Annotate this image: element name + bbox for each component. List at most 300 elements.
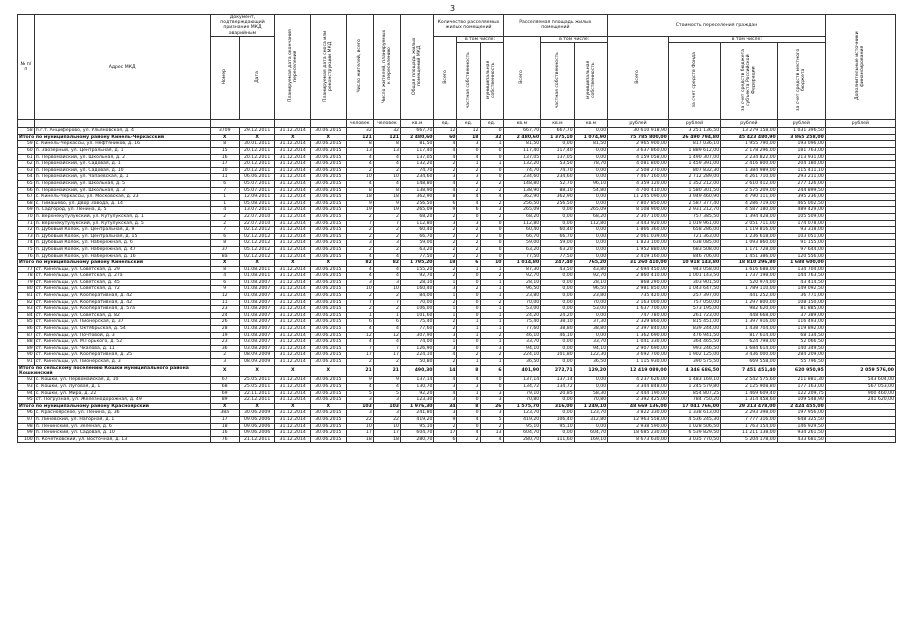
table-cell: 0 [480,240,503,247]
subtotal-cell: 103 [346,403,373,410]
table-cell: 2 860 410,00 [608,273,669,280]
table-cell: 1 [434,293,457,300]
table-cell: 2 419 160,00 [608,253,669,260]
table-cell: 2 508 270,00 [608,167,669,174]
table-cell: 140 349,50 [777,345,825,352]
table-cell: 66,70 [503,233,541,240]
table-cell: 4 [480,194,503,201]
table-cell: 25.05.2011 [239,384,275,391]
table-cell: 70,00 [503,299,541,306]
table-cell: 146 929,50 [777,423,825,430]
table-cell: 667,70 [503,128,541,135]
table-cell: 2 712 289,00 [668,174,720,181]
table-cell: 50,80 [400,359,433,366]
col-document: Документ, подтверждающий признание МКД аварийным [210,15,275,37]
table-cell: 134,72 [503,384,541,391]
table-cell: 6 [210,233,239,240]
table-cell: 234,60 [541,174,574,181]
table-cell: 103 051,00 [777,233,825,240]
table-cell: 193 096,00 [777,141,825,148]
table-cell: 256,50 [400,200,433,207]
table-cell: 119 892,00 [777,326,825,333]
address-cell: п. Дубовый Колок, ул. Центральная, д. 9 [34,227,210,234]
table-cell: 0,00 [574,174,608,181]
table-cell: 10 [373,174,400,181]
table-cell: 77,60 [503,326,541,333]
table-cell: 0,00 [541,306,574,313]
table-cell: 257 397,00 [668,293,720,300]
table-cell: 96,50 [503,286,541,293]
table-cell: 8 [373,141,400,148]
table-cell: 75,40 [503,319,541,326]
col-rooms-group: Количество расселяемых жилых помещений [434,15,503,37]
table-cell: 73 [18,233,35,240]
subtotal-label: Итого по муниципальному району Красноярский [18,403,211,410]
table-cell: 4 [373,266,400,273]
address-cell: п. Первомайский, ул. Школьная, д. 5 [34,180,210,187]
address-cell: п. Первомайский, ул. Школьная, д. 3 [34,187,210,194]
table-cell: 31.12.2014 [275,154,311,161]
table-cell: 71 [18,220,35,227]
table-row [18,306,896,313]
table-row [18,174,896,181]
unit-cell: ед. [434,120,457,128]
table-cell: 573 195,00 [668,306,720,313]
table-cell: 80 [18,286,35,293]
table-cell: 116 493,00 [777,319,825,326]
address-cell: ст. Кинельцы, ул. Советская, д. 29 [34,266,210,273]
table-cell: 2 [434,240,457,247]
table-cell: 4 [346,273,373,280]
subtotal-cell: 1 074,90 [574,134,608,141]
table-cell: 30.06.2015 [311,174,347,181]
table-cell: 2 397 840,00 [608,326,669,333]
table-cell: 2 [457,167,480,174]
table-cell: 81 [18,293,35,300]
table-cell: 91 155,00 [777,240,825,247]
table-row [18,273,896,280]
table-cell: 31.12.2014 [275,187,311,194]
subtotal-cell: 2 424 455,00 [777,403,825,410]
table-cell: 30.06.2015 [311,194,347,201]
table-cell: 1 [480,141,503,148]
table-cell: 1 [457,326,480,333]
table-cell: 30.06.2015 [311,253,347,260]
table-cell: 30.06.2015 [311,339,347,346]
table-cell: 2 051 711,00 [721,220,778,227]
table-cell: 224,10 [503,352,541,359]
subtotal-cell: 247,40 [541,260,574,267]
table-row [18,377,896,384]
table-cell: 36,50 [503,359,541,366]
table-cell: 0,00 [574,246,608,253]
table-row [18,359,896,366]
table-row [18,141,896,148]
table-cell: 3 251 136,50 [668,128,720,135]
table-cell: 10 [210,167,239,174]
table-cell: 2 [480,332,503,339]
col-doc-date: Дата [239,36,275,119]
table-cell: 638 085,00 [668,240,720,247]
table-cell: 38,80 [574,326,608,333]
address-cell: п. Верхнекутулукский, ул. Кутулукская, д. 5 [34,220,210,227]
table-cell: 20.12.2011 [239,167,275,174]
table-cell: 0,00 [574,167,608,174]
table-cell: 01.08.2007 [239,299,275,306]
address-cell: с. Кошки, ул. Первомайская, д. 10 [34,377,210,384]
table-body [18,128,896,443]
table-cell: 735 420,00 [608,293,669,300]
address-cell: п. Верхнекутулукский, ул. Кутулукская, д. 1 [34,213,210,220]
table-cell: 31.12.2014 [275,326,311,333]
table-cell: 82 [18,299,35,306]
col-cost-local: за счет средств местного бюджета [777,43,825,120]
address-cell: п. Первомайский, ул. Чапаевская, д. 1 [34,174,210,181]
table-cell: 67 [210,377,239,384]
table-cell: 4 [346,180,373,187]
table-cell [825,416,895,423]
table-cell: 69 [210,390,239,397]
table-cell: 17 [373,430,400,437]
table-cell: 59,00 [541,240,574,247]
table-cell: 88,10 [541,187,574,194]
table-cell: 1 483 169,10 [668,377,720,384]
table-cell: 30.06.2015 [311,220,347,227]
subtotal-cell: X [275,134,311,141]
subtotal-cell: 620 950,95 [777,365,825,377]
table-cell: 8 [210,141,239,148]
table-cell: 31.12.2014 [275,227,311,234]
table-cell [825,312,895,319]
table-cell: 0,00 [574,194,608,201]
table-cell [825,286,895,293]
subtotal-cell: 121 [346,134,373,141]
table-cell: 0,00 [574,148,608,155]
table-row [18,410,896,417]
table-cell: 1 171 728,00 [721,246,778,253]
table-cell [825,220,895,227]
table-cell: 2 [480,352,503,359]
table-cell: 0,00 [574,423,608,430]
table-cell: 0,00 [541,213,574,220]
table-cell [825,128,895,135]
table-cell: 18 [373,436,400,443]
table-cell: 817 036,10 [668,141,720,148]
table-cell: 2 [434,299,457,306]
table-cell: 181 763,00 [777,148,825,155]
table-cell: 1 [434,306,457,313]
table-cell: 0 [457,339,480,346]
table-cell: 2 938 590,00 [608,423,669,430]
table-cell: 100 [18,436,35,443]
table-cell: 78,70 [574,161,608,168]
table-cell: 0,00 [574,128,608,135]
table-cell: 1 [373,312,400,319]
table-cell: 2 [457,233,480,240]
table-cell: 30.06.2015 [311,430,347,437]
table-cell: 2 [480,213,503,220]
table-cell: 70,00 [574,299,608,306]
table-cell: 1 031 396,50 [777,128,825,135]
table-cell: 12 [434,128,457,135]
table-cell: 30.06.2015 [311,148,347,155]
col-extra-sources: Дополнительные источники финансирования [825,15,895,120]
table-cell: 1 397 916,00 [721,319,778,326]
table-cell: 0,00 [574,253,608,260]
table-cell: 2 293 398,00 [721,410,778,417]
table-cell: 79 [18,279,35,286]
table-row [18,332,896,339]
table-cell: 31.12.2014 [275,220,311,227]
table-cell: 854 807,25 [668,390,720,397]
table-cell: 1 763 154,00 [721,423,778,430]
page-number: 3 [449,4,456,13]
table-cell: 70,80 [503,397,541,404]
table-cell: 30.06.2015 [311,423,347,430]
table-cell: 362,90 [400,194,433,201]
table-cell: 1 [434,339,457,346]
address-cell: п.г.т. Анциферово, ул. Ульяновская, д. 4 [34,128,210,135]
table-row [18,293,896,300]
table-cell: 08.09.2009 [239,352,275,359]
table-cell: 7 [210,187,239,194]
table-cell: 4 587 180,00 [721,207,778,214]
subtotal-cell: X [311,365,347,377]
subtotal-cell: 3 865 258,00 [777,134,825,141]
table-cell: 02.12.2012 [239,227,275,234]
table-cell: 19 [346,207,373,214]
table-cell: 38а [210,410,239,417]
table-cell: 846 706,00 [668,253,720,260]
address-cell: п. Дубовый Колок, ул. Набережная, д. 47 [34,246,210,253]
table-cell: 38,80 [541,326,574,333]
table-cell: 01.08.2007 [239,293,275,300]
table-cell: 30.06.2015 [311,246,347,253]
table-cell: 1 684 614,00 [721,345,778,352]
col-area-total: Общая площадь жилых помещений МКД [400,15,433,120]
unit-cell: человек [373,120,400,128]
table-cell: 0,00 [574,332,608,339]
table-cell: 18 [373,194,400,201]
table-cell: 3 [434,174,457,181]
address-cell: п. Линёвский, ул. Нагорная, д. 1 [34,416,210,423]
table-row [18,207,896,214]
table-cell: 2 061 039,00 [608,233,669,240]
table-cell: 12 [346,332,373,339]
table-cell: 4 [434,148,457,155]
table-cell: 1 580 301,50 [668,187,720,194]
unit-cell: рублей [608,120,669,128]
unit-cell [210,120,275,128]
subtotal-cell: 12 419 089,00 [608,365,669,377]
table-cell: 95 [18,397,35,404]
table-cell: 4 [346,339,373,346]
table-cell: 11 [210,299,239,306]
table-cell: 30.06.2015 [311,286,347,293]
table-cell: 85 [18,319,35,326]
table-row [18,194,896,201]
table-cell: 68,20 [503,213,541,220]
table-cell: 0 [457,293,480,300]
table-cell: 25.05.2011 [239,377,275,384]
subtotal-cell: 490,30 [400,365,433,377]
col-cost-subject: за счет средств бюджета субъекта Российской Федерации [721,43,778,120]
table-cell: 6 [210,180,239,187]
table-cell: 89 [18,345,35,352]
table-cell: 31.12.2014 [275,345,311,352]
address-cell: ст. Кинельцы, ул. М.Горького, д. 52 [34,339,210,346]
table-cell [825,352,895,359]
subtotal-cell: X [311,260,347,267]
subtotal-row [18,260,896,267]
table-cell: 3 [434,345,457,352]
address-cell: с. Кошки, ул. Луговая, д. 1 [34,384,210,391]
col-rooms-private: частная собственность [457,43,480,120]
table-cell: 46,10 [503,332,541,339]
table-cell: 122 209,75 [777,390,825,397]
table-cell [825,306,895,313]
address-cell: ст. Кинельцы, ул. Пионерская, д. 37 [34,319,210,326]
table-cell: 7 [210,227,239,234]
table-row [18,397,896,404]
table-cell: 993 246,50 [668,345,720,352]
table-cell: 4 [373,339,400,346]
address-cell: с. Кинель-Черкассы, ул. Московская, д. 23 [34,194,210,201]
table-cell: 2 [434,246,457,253]
table-cell: 8 [346,187,373,194]
table-cell: 4 [346,253,373,260]
table-cell: 31.12.2014 [275,319,311,326]
table-cell: 54,80 [574,187,608,194]
table-cell: 1 338 613,00 [668,410,720,417]
table-cell: 30.06.2015 [311,299,347,306]
table-cell [825,410,895,417]
col-plan-demolition: Планируемая дата сноса или реконструкции МКД [311,15,347,120]
table-cell: 32 [346,128,373,135]
table-cell: 0 [457,423,480,430]
table-cell: 93 [18,384,35,391]
table-cell: 19 [210,332,239,339]
table-cell: 30.06.2015 [311,200,347,207]
table-cell: 465 002,50 [777,200,825,207]
subtotal-cell: 21 [373,365,400,377]
table-cell: 17 [373,352,400,359]
table-cell: 2 234 822,00 [721,154,778,161]
table-cell: 0,00 [574,377,608,384]
table-cell: 1 [480,286,503,293]
table-cell: 37 [210,246,239,253]
table-cell: 31.12.2014 [275,213,311,220]
table-cell: 09.06.2006 [239,423,275,430]
table-cell: 604,70 [574,430,608,437]
col-area-group: Расселяемая площадь жилых помещений [503,15,608,37]
table-cell: 433 681,50 [777,436,825,443]
table-cell: 868 290,00 [608,279,669,286]
table-cell: 95,10 [503,423,541,430]
table-cell: 123,70 [574,410,608,417]
address-cell: ст. Кинельцы, ул. Кооперативная, д. 42 [34,299,210,306]
table-cell: 18 [210,423,239,430]
table-cell: 12 [373,332,400,339]
col-cost-incl: в том числе: [668,36,825,42]
table-cell: 2 981 850,00 [608,286,669,293]
table-cell: 17 [346,430,373,437]
table-cell: 211 881,30 [777,377,825,384]
subtotal-cell: X [275,365,311,377]
subtotal-cell: 1 976,30 [400,403,433,410]
table-cell: 2 [434,233,457,240]
table-cell: 0 [457,397,480,404]
table-cell: 6 539 829,50 [668,430,720,437]
table-cell: 0 [480,253,503,260]
table-cell: 20.12.2011 [239,148,275,155]
table-cell: 03.08.2007 [239,339,275,346]
address-cell: п. Дубовый Колок, ул. Набережная, д. 6 [34,240,210,247]
table-cell: 22 [346,416,373,423]
address-cell: п. Первомайский, ул. Школьная, д. 2 [34,154,210,161]
table-cell: 244 899,50 [777,187,825,194]
col-rooms-incl: в том числе: [457,36,503,42]
table-cell: 4 237 626,00 [608,377,669,384]
table-cell: 2 [434,253,457,260]
table-cell: 4 [373,161,400,168]
unit-cell: кв.м [503,120,541,128]
table-cell: 31.12.2014 [275,397,311,404]
col-rooms-municipal: муниципальная собственность [480,43,503,120]
table-cell: 98 [18,423,35,430]
subtotal-cell: 18 810 296,80 [721,260,778,267]
table-cell: 4 286 719,00 [721,200,778,207]
address-cell: ст. Кинельцы, ул. Чкалова, д. 11 [34,345,210,352]
table-cell: 4 [373,326,400,333]
unit-cell: рублей [777,120,825,128]
table-cell: 0,00 [541,410,574,417]
table-cell: 8 673 630,00 [608,436,669,443]
table-cell: 1 [480,279,503,286]
table-cell [825,326,895,333]
table-cell: 2 [480,423,503,430]
table-cell: 3 [373,279,400,286]
table-cell: 5 [480,416,503,423]
table-cell: 1 [480,293,503,300]
table-cell: 6 [346,319,373,326]
table-cell: 284 209,00 [777,352,825,359]
table-cell: 1 955 790,00 [721,141,778,148]
table-cell: 2 [373,246,400,253]
table-cell: 30.06.2015 [311,397,347,404]
table-cell: 30.06.2015 [311,213,347,220]
table-cell [825,253,895,260]
subtotal-cell: 60 [434,134,457,141]
table-cell: 05.08.2011 [239,200,275,207]
table-cell: 0 [457,312,480,319]
table-cell: 3 [434,332,457,339]
table-cell: 138,90 [503,187,541,194]
unit-cell: ед. [480,120,503,128]
unit-cell: кв.м [541,120,574,128]
col-cost-total: Всего [608,36,669,119]
address-cell: ст. Кинельцы, ул. Советская, д. 45 [34,279,210,286]
table-row [18,227,896,234]
table-cell: 2 610 412,00 [721,180,778,187]
table-cell [825,423,895,430]
table-cell: 747 780,00 [608,312,669,319]
table-cell: 30.06.2015 [311,319,347,326]
table-cell: 0 [480,167,503,174]
table-cell: 2 [434,359,457,366]
table-cell: 2 [373,227,400,234]
table-cell: 2 907 690,00 [608,345,669,352]
